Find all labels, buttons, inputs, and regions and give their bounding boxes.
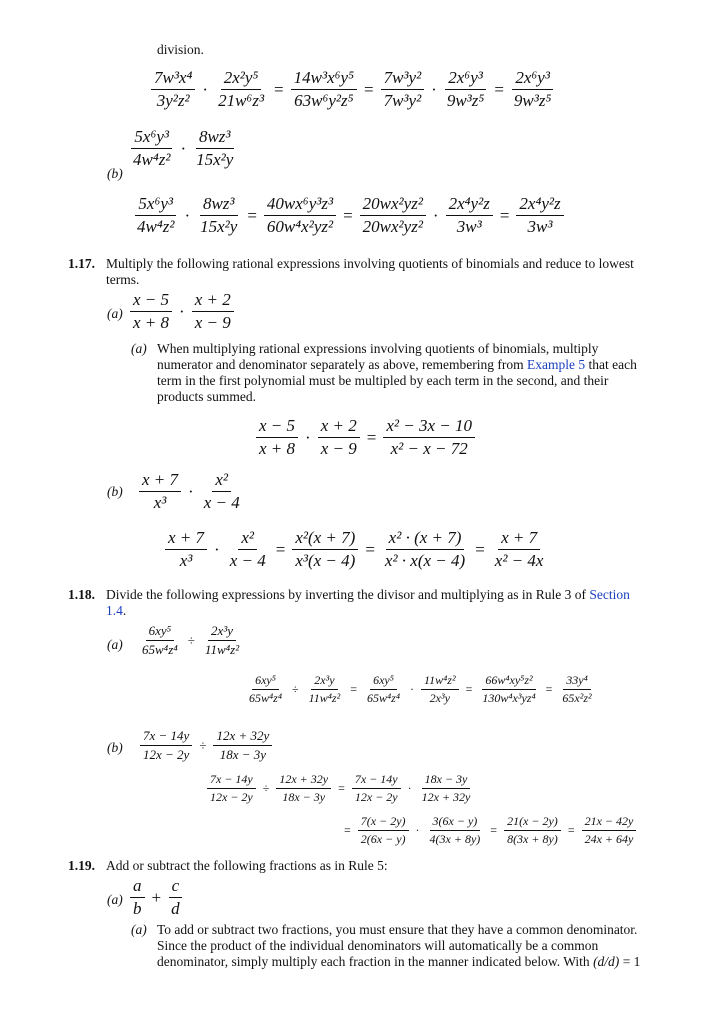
fraction: $\frac{\text{x²}}{x - 4}$ xyxy=(203,470,240,512)
fraction: $\frac{\text{11w⁴z²}}{\text{2x³y}}$ xyxy=(421,673,459,706)
fraction: $\frac{\text{8wz³}}{\text{15x²y}}$ xyxy=(200,194,238,236)
problem-17b: $\frac{x + 7}{\text{x³}}$ · $\frac{\text{x²}}{x - 4}$ xyxy=(136,470,246,513)
problem-17a: $\frac{x - 5}{x + 8}$ · $\frac{x + 2}{x - 9}$ xyxy=(127,290,237,333)
equation-16b: $\frac{\text{5x⁶y³}}{\text{4w⁴z²}}$ · $\frac{\text{8wz³}}{\text{15x²y}}$ = $\frac{\text{40wx⁶y³z³}}{\text{60w⁴x²yz²}}$ = $\frac{\text{20wx²yz²}}{\text{20wx²yz²}}$ · $\frac{\text{2x⁴y²z}}{\text{3w³}}$ = $\frac{\text{2x⁴y²z}}{\text{3w³}}$ xyxy=(131,194,567,237)
fraction: $\frac{12x + 32y}{18x - 3y}$ xyxy=(213,728,272,763)
fraction: $\frac{7x - 14y}{12x - 2y}$ xyxy=(207,772,256,805)
equation-18b-step2: = $\frac{7(x - 2y)}{2(6x - y)}$ · $\frac{3(6x - y)}{4(3x + 8y)}$ = $\frac{21(x - 2y)}{8(3x + 8y)}$ = $\frac{21x - 42y}{24x + 64y}$ xyxy=(340,814,639,847)
fraction: $\frac{\text{2x³y}}{\text{11w⁴z²}}$ xyxy=(204,623,240,657)
fraction: $\frac{\text{x²(x + 7)}}{\text{x³(x − 4)}}$ xyxy=(292,528,358,571)
fraction: $\frac{x - 5}{x + 8}$ xyxy=(256,416,298,459)
fraction: $\frac{\text{33y⁴}}{\text{65x²z²}}$ xyxy=(562,673,592,705)
fraction: $\frac{x + 7}{\text{x³}}$ xyxy=(165,528,207,571)
part-b-label: (b) xyxy=(107,740,123,755)
fraction: $\frac{\text{x² · (x + 7)}}{\text{x² · x(x − 4)}}$ xyxy=(384,528,466,570)
problem-number: 1.17. xyxy=(68,256,95,271)
fraction: $\frac{7x - 14y}{12x - 2y}$ xyxy=(352,772,401,805)
fraction: $\frac{7x - 14y}{12x - 2y}$ xyxy=(140,728,192,763)
fraction: $\frac{12x + 32y}{18x - 3y}$ xyxy=(276,772,331,805)
fraction: $\frac{\text{7w³y²}}{\text{7w³y²}}$ xyxy=(381,68,425,111)
fraction: $\frac{\text{2x⁴y²z}}{\text{3w³}}$ xyxy=(446,194,493,237)
problem-text: Divide the following expressions by inverting the divisor and multiplying as in Rule 3 of Section 1.4. xyxy=(106,587,630,618)
problem-18b: $\frac{7x - 14y}{12x - 2y}$ ÷ $\frac{12x + 32y}{18x - 3y}$ xyxy=(137,728,275,763)
problem-18a: $\frac{\text{6xy⁵}}{\text{65w⁴z⁴}}$ ÷ $\frac{\text{2x³y}}{\text{11w⁴z²}}$ xyxy=(136,623,245,658)
fraction: $\frac{\text{2x²y⁵}}{\text{21w⁶z³}}$ xyxy=(218,68,265,110)
fraction: $\frac{7(x - 2y)}{2(6x - y)}$ xyxy=(358,814,409,847)
fraction: $\frac{\text{40wx⁶y³z³}}{\text{60w⁴x²yz²}}$ xyxy=(264,194,336,237)
fraction: $\frac{\text{14w³x⁶y⁵}}{\text{63w⁶y²z⁵}}$ xyxy=(291,68,357,111)
fraction: $\frac{x + 7}{\text{x² − 4x}}$ xyxy=(494,528,544,570)
solution-text: To add or subtract two fractions, you must ensure that they have a common denominator. Since the product of the individual denominators will automatically be a common denominator, simply multiply each fraction in the manner indicated below. With (d/d) = 1 xyxy=(157,922,641,969)
problem-16b: $\frac{\text{5x⁶y³}}{\text{4w⁴z²}}$ · $\frac{\text{8wz³}}{\text{15x²y}}$ xyxy=(127,127,239,170)
part-b-label: (b) xyxy=(107,166,123,181)
part-a-label: (a) xyxy=(107,637,123,652)
part-b-label: (b) xyxy=(107,484,123,499)
fraction: $\frac{\text{2x⁶y³}}{\text{9w³z⁵}}$ xyxy=(446,68,485,110)
section-1-4-link[interactable]: Section 1.4 xyxy=(106,587,630,618)
fraction: $\frac{18x - 3y}{12x + 32y}$ xyxy=(421,772,471,804)
problem-number: 1.19. xyxy=(68,858,95,873)
equation-16a: $\frac{\text{7w³x⁴}}{\text{3y²z²}}$ · $\frac{\text{2x²y⁵}}{\text{21w⁶z³}}$ = $\frac{\text{14w³x⁶y⁵}}{\text{63w⁶y²z⁵}}$ = $\frac{\text{7w³y²}}{\text{7w³y²}}$ · $\frac{\text{2x⁶y³}}{\text{9w³z⁵}}$ = $\frac{\text{2x⁶y³}}{\text{9w³z⁵}}$ xyxy=(148,68,557,111)
fraction: $\frac{\text{2x⁶y³}}{\text{9w³z⁵}}$ xyxy=(513,68,552,110)
solution-a-label: (a) xyxy=(131,341,147,356)
example-5-link[interactable]: Example 5 xyxy=(526,357,586,372)
fraction: $\frac{\text{6xy⁵}}{\text{65w⁴z⁴}}$ xyxy=(142,623,178,657)
fraction: $\frac{21x - 42y}{24x + 64y}$ xyxy=(582,814,637,847)
fraction: $\frac{\text{8wz³}}{\text{15x²y}}$ xyxy=(196,127,234,169)
fraction: $\frac{x - 5}{x + 8}$ xyxy=(130,290,172,333)
equation-17a: $\frac{x - 5}{x + 8}$ · $\frac{x + 2}{x - 9}$ = $\frac{\text{x² − 3x − 10}}{\text{x² − x − 72}}$ xyxy=(253,416,478,459)
fraction: $\frac{\text{7w³x⁴}}{\text{3y²z²}}$ xyxy=(151,68,195,111)
fraction: $\frac{\text{5x⁶y³}}{\text{4w⁴z²}}$ xyxy=(133,127,171,169)
problem-number: 1.18. xyxy=(68,587,95,602)
fraction: $\frac{\text{6xy⁵}}{\text{65w⁴z⁴}}$ xyxy=(366,673,400,705)
fraction: $\frac{c}{d}$ xyxy=(168,876,183,919)
fraction: $\frac{\text{6xy⁵}}{\text{65w⁴z⁴}}$ xyxy=(249,673,283,705)
part-a-label: (a) xyxy=(107,892,123,907)
fraction: $\frac{\text{x²}}{x - 4}$ xyxy=(229,528,266,570)
fraction: $\frac{\text{2x⁴y²z}}{\text{3w³}}$ xyxy=(516,194,563,237)
equation-17b: $\frac{x + 7}{\text{x³}}$ · $\frac{\text{x²}}{x - 4}$ = $\frac{\text{x²(x + 7)}}{\text{x³(x − 4)}}$ = $\frac{\text{x² · (x + 7)}}{\text{x² · x(x − 4)}}$ = $\frac{x + 7}{\text{x² − 4x}}$ xyxy=(162,528,549,571)
fraction: $\frac{21(x - 2y)}{8(3x + 8y)}$ xyxy=(504,814,561,847)
fraction: $\frac{\text{5x⁶y³}}{\text{4w⁴z²}}$ xyxy=(137,194,175,236)
equation-18b-step1: $\frac{7x - 14y}{12x - 2y}$ ÷ $\frac{12x + 32y}{18x - 3y}$ = $\frac{7x - 14y}{12x - 2y}$ · $\frac{18x - 3y}{12x + 32y}$ xyxy=(204,772,476,805)
fraction: $\frac{x + 7}{\text{x³}}$ xyxy=(139,470,181,513)
equation-18a: $\frac{\text{6xy⁵}}{\text{65w⁴z⁴}}$ ÷ $\frac{\text{2x³y}}{\text{11w⁴z²}}$ = $\frac{\text{6xy⁵}}{\text{65w⁴z⁴}}$ · $\frac{\text{11w⁴z²}}{\text{2x³y}}$ = $\frac{\text{66w⁴xy⁵z²}}{\text{130w⁴x³yz⁴}}$ = $\frac{\text{33y⁴}}{\text{65x²z²}}$ xyxy=(243,673,598,706)
fraction: $\frac{a}{b}$ xyxy=(130,876,145,919)
problem-text: Multiply the following rational expressions involving quotients of binomials and reduce to lowest terms. xyxy=(106,256,634,287)
continued-text: division. xyxy=(157,42,204,57)
fraction: $\frac{x + 2}{x - 9}$ xyxy=(192,290,234,333)
part-a-label: (a) xyxy=(107,306,123,321)
fraction: $\frac{\text{20wx²yz²}}{\text{20wx²yz²}}$ xyxy=(360,194,426,237)
fraction: $\frac{\text{2x³y}}{\text{11w⁴z²}}$ xyxy=(308,673,341,705)
problem-text: Add or subtract the following fractions as in Rule 5: xyxy=(106,858,388,873)
fraction: $\frac{\text{66w⁴xy⁵z²}}{\text{130w⁴x³yz⁴}}$ xyxy=(482,673,536,705)
fraction: $\frac{3(6x - y)}{4(3x + 8y)}$ xyxy=(429,814,481,846)
fraction: $\frac{\text{x² − 3x − 10}}{\text{x² − x − 72}}$ xyxy=(383,416,475,459)
solution-text: When multiplying rational expressions involving quotients of binomials, multiply numerator and denominator separately as above, remembering from Example 5 that each term in the first polynomial must be multipled by each term in the second, and their products summed. xyxy=(157,341,637,404)
solution-a-label: (a) xyxy=(131,922,147,937)
fraction: $\frac{x + 2}{x - 9}$ xyxy=(318,416,360,459)
problem-19a: $\frac{a}{b}$ + $\frac{c}{d}$ xyxy=(127,876,186,919)
